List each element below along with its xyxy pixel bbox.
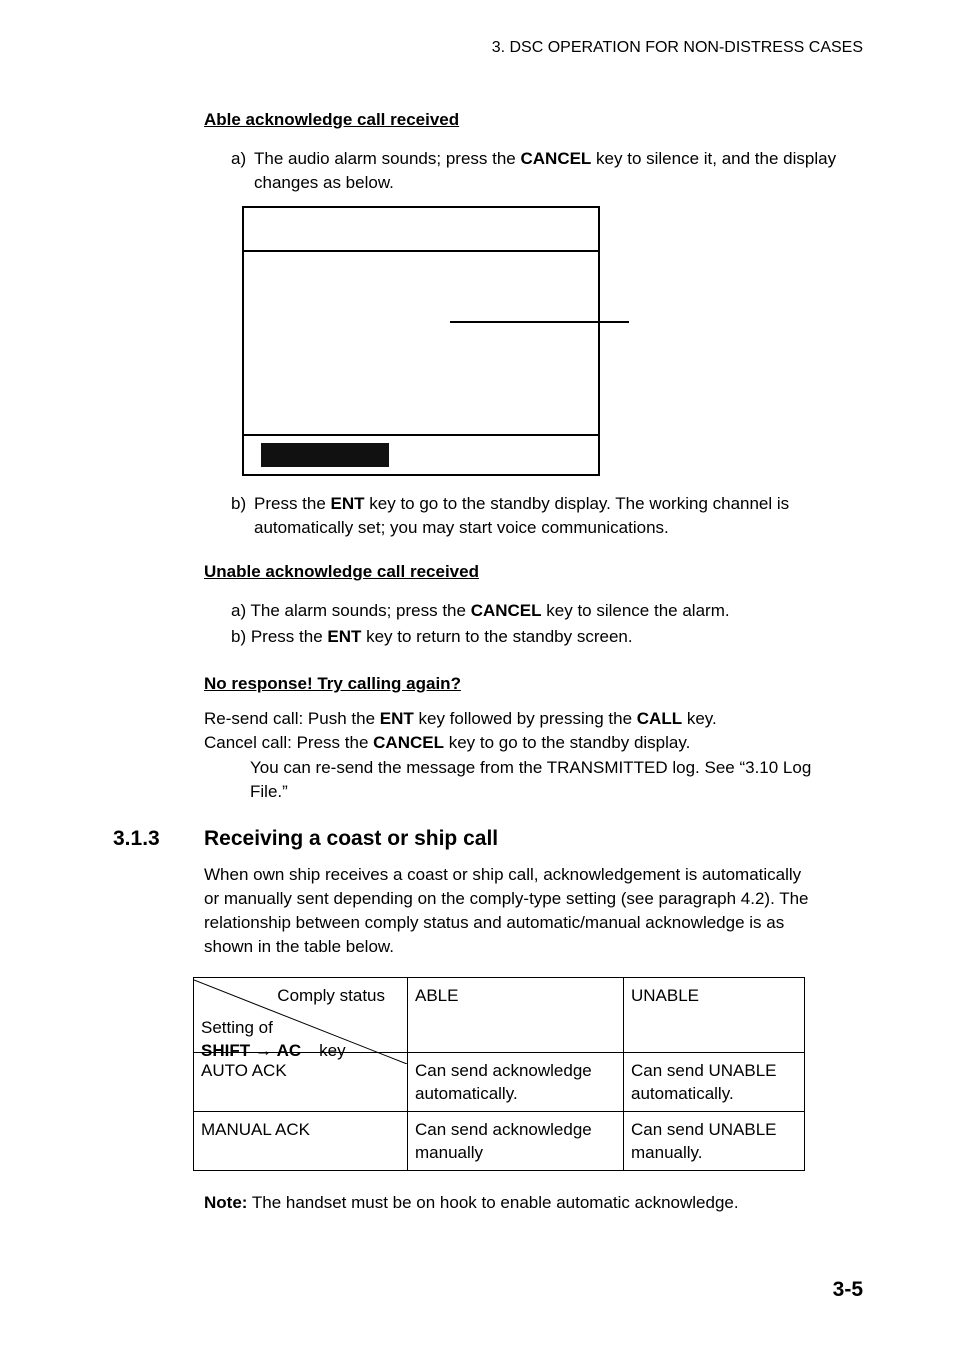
- key-word: key: [319, 1041, 346, 1060]
- cell-line: Can send UNABLE: [631, 1061, 777, 1080]
- callout-line: [450, 321, 629, 323]
- table-header-row: [194, 978, 805, 1053]
- ac-key-label: AC: [276, 1041, 302, 1060]
- able-step-b-text: Press the: [254, 494, 331, 513]
- resend-call-line: [204, 707, 717, 731]
- cancel-key-label: CANCEL: [520, 149, 592, 168]
- cell-line: Can send UNABLE: [631, 1120, 777, 1139]
- comply-status-label: Comply status: [277, 986, 385, 1005]
- no-response-heading: No response! Try calling again?: [204, 674, 461, 693]
- unable-step-a: [231, 599, 730, 623]
- able-step-b-text-2: key to go to the standby display. The working channel is: [364, 494, 790, 513]
- cancel-call-line: [204, 731, 690, 755]
- unable-ack-heading: Unable acknowledge call received: [204, 562, 479, 581]
- setting-of-text: Setting of: [201, 1018, 273, 1037]
- section-title: Receiving a coast or ship call: [204, 827, 499, 850]
- highlighted-softkey: [261, 443, 389, 467]
- ent-key-label: ENT: [379, 709, 414, 728]
- section-paragraph-line-3: relationship between comply status and automatic/manual acknowledge is as: [204, 913, 785, 932]
- comply-status-table: [193, 977, 805, 1171]
- display-illustration: [242, 206, 600, 476]
- resend-note-line-1: You can re-send the message from the TRANSMITTED log. See “3.10 Log: [250, 758, 812, 777]
- unable-step-b: [231, 625, 633, 649]
- cancel-text-2: key to go to the standby display.: [443, 733, 691, 752]
- note: [204, 1191, 739, 1215]
- able-step-a-text-2: key to silence it, and the display: [591, 149, 837, 168]
- able-step-b-cont: automatically set; you may start voice communications.: [254, 518, 669, 537]
- able-step-a: [254, 147, 836, 171]
- ent-key-label: ENT: [327, 627, 362, 646]
- cancel-key-label: CANCEL: [373, 733, 444, 752]
- cell-line: automatically.: [631, 1084, 734, 1103]
- resend-note-line-2: File.”: [250, 782, 288, 801]
- resend-text: Re-send call: Push the: [204, 709, 380, 728]
- display-title-bar: [244, 208, 598, 252]
- cell-line: Can send acknowledge: [415, 1120, 592, 1139]
- table-cell: [624, 1053, 805, 1112]
- running-header: 3. DSC OPERATION FOR NON-DISTRESS CASES: [491, 39, 863, 56]
- table-cell: [408, 1053, 624, 1112]
- able-step-a-cont: changes as below.: [254, 173, 394, 192]
- setting-of-label: [201, 1016, 346, 1062]
- cell-line: Can send acknowledge: [415, 1061, 592, 1080]
- row-label: AUTO ACK: [194, 1053, 408, 1112]
- able-step-b-marker: b): [231, 494, 247, 513]
- cancel-text: Cancel call: Press the: [204, 733, 374, 752]
- cell-line: manually: [415, 1143, 484, 1162]
- cell-line: automatically.: [415, 1084, 518, 1103]
- unable-step-a-text-2: key to silence the alarm.: [541, 601, 730, 620]
- cancel-key-label: CANCEL: [470, 601, 542, 620]
- row-label: MANUAL ACK: [194, 1112, 408, 1171]
- column-header-unable: UNABLE: [624, 978, 805, 1053]
- arrow-glyph: →: [250, 1041, 277, 1060]
- section-paragraph-line-1: When own ship receives a coast or ship call, acknowledgement is automatically: [204, 865, 802, 884]
- display-footer-bar: [244, 434, 598, 474]
- note-text: The handset must be on hook to enable automatic acknowledge.: [247, 1193, 739, 1212]
- column-header-able: ABLE: [408, 978, 624, 1053]
- resend-text-3: key.: [682, 709, 717, 728]
- resend-text-2: key followed by pressing the: [413, 709, 637, 728]
- cell-line: manually.: [631, 1143, 703, 1162]
- ent-key-label: ENT: [330, 494, 365, 513]
- able-step-a-text: The audio alarm sounds; press the: [254, 149, 521, 168]
- shift-ac-key-text: [201, 1039, 346, 1062]
- unable-step-b-text-2: key to return to the standby screen.: [361, 627, 633, 646]
- section-paragraph-line-4: shown in the table below.: [204, 937, 394, 956]
- shift-key-label: SHIFT: [201, 1041, 251, 1060]
- section-paragraph-line-2: or manually sent depending on the comply-type setting (see paragraph 4.2). The: [204, 889, 809, 908]
- table-cell: [408, 1112, 624, 1171]
- page-number: 3-5: [832, 1278, 863, 1301]
- table-cell: [624, 1112, 805, 1171]
- call-key-label: CALL: [636, 709, 683, 728]
- able-ack-heading: Able acknowledge call received: [204, 110, 460, 129]
- table-row: [194, 1112, 805, 1171]
- corner-header-cell: [194, 978, 408, 1060]
- able-step-b: [254, 492, 789, 516]
- note-label: Note:: [204, 1193, 248, 1212]
- section-number: 3.1.3: [113, 827, 160, 850]
- unable-step-a-text: a) The alarm sounds; press the: [231, 601, 471, 620]
- able-step-a-marker: a): [231, 149, 247, 168]
- unable-step-b-text: b) Press the: [231, 627, 328, 646]
